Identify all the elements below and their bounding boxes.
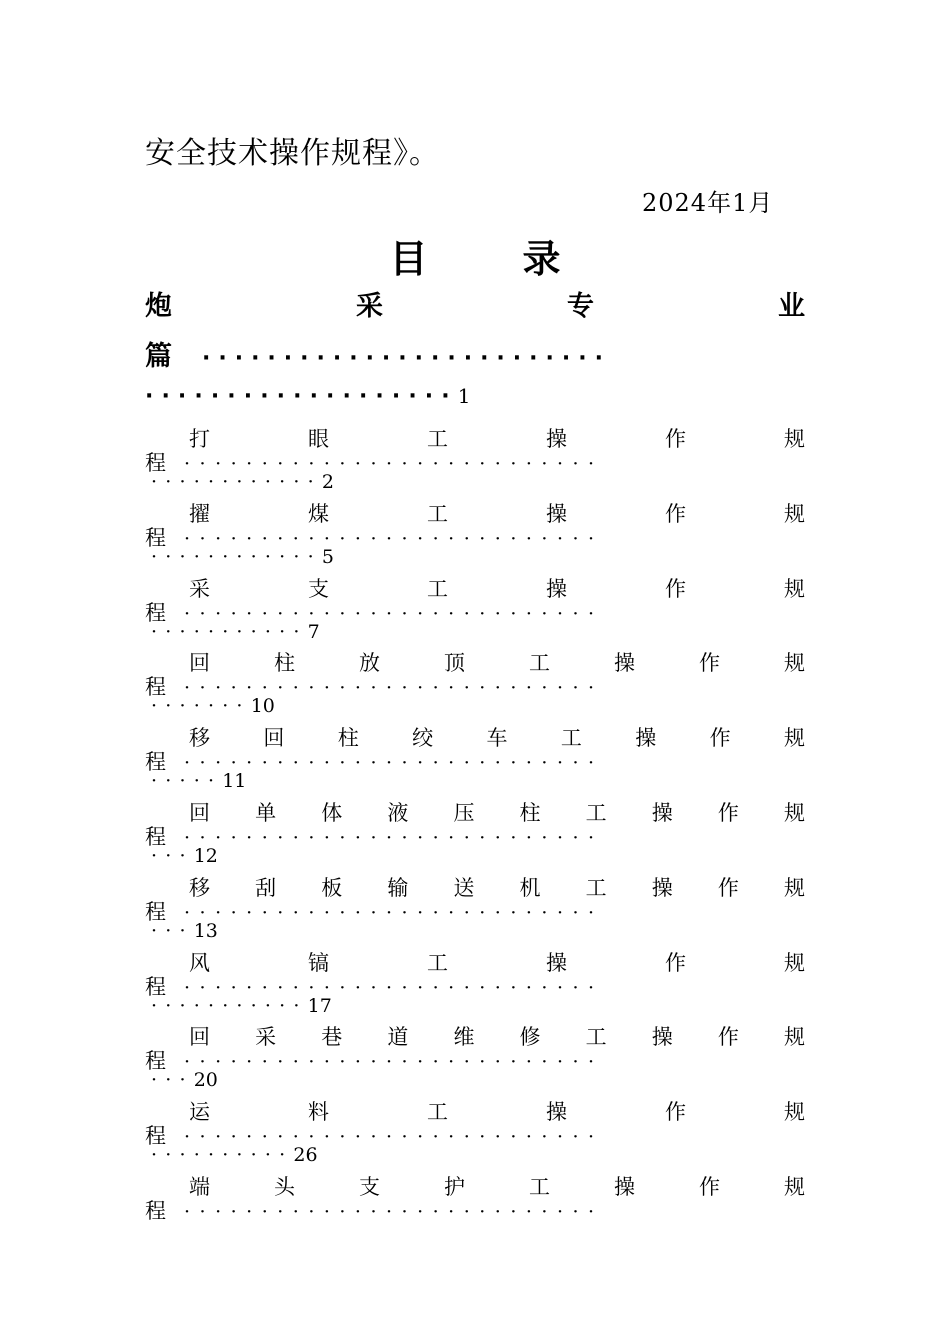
toc-entry-title-char: 作 <box>665 576 686 601</box>
toc-entry-title-char: 体 <box>321 801 343 825</box>
toc-entry-line2 <box>145 522 805 548</box>
page-number: 12 <box>193 845 218 867</box>
toc-entry-title-char: 作 <box>665 427 686 451</box>
leader-dots: ··········· <box>151 994 308 1017</box>
toc-entry-title-char: 单 <box>255 801 277 825</box>
toc-entry-end-char: 程 <box>145 750 166 775</box>
toc-entry-title-char: 柱 <box>337 726 359 751</box>
toc-entry-title-char: 车 <box>486 726 508 751</box>
leader-dots: ··················· <box>145 384 458 409</box>
page-number: 1 <box>457 384 471 408</box>
leader-dots: ··························· <box>184 1126 604 1149</box>
toc-entry-title-char: 采 <box>255 1025 277 1050</box>
toc-entry-end-char: 程 <box>145 974 166 999</box>
toc-entry-title-char: 作 <box>717 875 739 900</box>
leader-dots: ············ <box>151 545 322 568</box>
toc-section-heading-cont: 篇 ························· <box>145 334 805 373</box>
toc-entry-title-char: 操 <box>546 576 567 601</box>
toc-entry-page-line <box>151 471 334 493</box>
toc-entry-title-char: 工 <box>427 950 448 975</box>
toc-entry-title-char: 工 <box>585 875 607 900</box>
toc-entry[interactable] <box>145 1096 805 1171</box>
leader-dots: ··························· <box>184 976 604 999</box>
leader-dots: ······· <box>151 695 251 718</box>
toc-entry-title-char: 操 <box>546 1100 567 1125</box>
toc-section-heading: 炮 采 专 业 <box>145 291 805 322</box>
toc-entry-title-char: 操 <box>651 875 673 900</box>
toc-entry-title-char: 采 <box>189 576 210 601</box>
toc-entry-title-char: 规 <box>784 1175 805 1199</box>
toc-entry-title-char: 端 <box>189 1175 210 1199</box>
toc-entry-title-char: 作 <box>699 651 720 676</box>
toc-entry-title-char: 工 <box>427 501 448 526</box>
toc-entry-line2 <box>145 896 805 922</box>
toc-entry-title-char: 作 <box>665 950 686 975</box>
toc-entry-title-char: 作 <box>717 801 739 825</box>
toc-entry-title-char: 送 <box>453 875 475 900</box>
toc-entry-title-char: 护 <box>444 1175 465 1199</box>
toc-entry-page-line <box>151 920 218 942</box>
leader-dots: ··························· <box>184 602 604 625</box>
page-number: 10 <box>250 695 275 718</box>
toc-entry-title-char: 规 <box>784 427 805 451</box>
toc-entry-title-char: 支 <box>308 576 329 601</box>
toc-entry-title-char: 绞 <box>412 726 434 751</box>
toc-entry[interactable] <box>145 722 805 797</box>
toc-entry-title-char: 支 <box>359 1175 380 1199</box>
leader-dots: ··························· <box>184 827 604 849</box>
page-number: 13 <box>193 919 218 942</box>
toc-entry-title-char: 回 <box>189 801 210 825</box>
toc-entry-title-char: 规 <box>784 950 805 975</box>
toc-entry-line2 <box>145 447 805 473</box>
toc-title <box>0 228 950 283</box>
toc-entry-title-char: 操 <box>651 1025 673 1050</box>
toc-entry-end-char: 程 <box>145 600 166 625</box>
toc-entry-title-char: 回 <box>263 726 285 751</box>
toc-entry[interactable] <box>145 1171 805 1246</box>
toc-section-page-line <box>145 384 470 409</box>
page-number: 11 <box>222 770 247 793</box>
toc-entry[interactable] <box>145 423 805 498</box>
toc-entry-title-char: 头 <box>274 1175 295 1199</box>
page-number: 20 <box>193 1069 218 1092</box>
page-number: 7 <box>307 620 320 643</box>
toc-entry-title-char: 操 <box>614 651 635 676</box>
toc-entry-title-char: 操 <box>635 726 657 751</box>
toc-entry-line2 <box>145 597 805 623</box>
leader-dots: ··········· <box>151 620 308 643</box>
toc-entry-title-char: 放 <box>359 651 380 676</box>
toc-entry-title-char: 眼 <box>308 427 329 451</box>
leader-dots: ··· <box>151 1069 194 1092</box>
toc-entry-title-char: 巷 <box>321 1025 343 1050</box>
toc-entry-line2 <box>145 1045 805 1074</box>
toc-entry-page-line <box>151 995 332 1017</box>
toc-entry-title-char: 维 <box>453 1025 475 1050</box>
leader-dots: ··························· <box>184 901 604 924</box>
toc-entry-title-char: 操 <box>651 801 673 825</box>
leader-dots: ··· <box>151 845 194 867</box>
leader-dots: ············ <box>151 471 322 493</box>
toc-entry-line2 <box>145 671 805 700</box>
toc-entry-title-char: 工 <box>585 801 607 825</box>
toc-entry-line2 <box>145 971 805 997</box>
toc-entry-title-char: 规 <box>784 1100 805 1125</box>
toc-entry-title-char: 打 <box>189 427 210 451</box>
page-number: 2 <box>321 471 334 493</box>
toc-entry-title-char: 机 <box>519 875 541 900</box>
page-number: 5 <box>321 545 334 568</box>
toc-entry-title-char: 擢 <box>189 501 210 526</box>
toc-entry-title-char: 柱 <box>519 801 541 825</box>
toc-entry-title-char: 柱 <box>274 651 295 676</box>
toc-entry-end-char: 程 <box>145 675 166 700</box>
toc-entry-title-char: 作 <box>699 1175 720 1199</box>
toc-entry-end-char: 程 <box>145 899 166 924</box>
toc-entry-title-char: 板 <box>321 875 343 900</box>
toc-entry[interactable] <box>145 947 805 1022</box>
toc-entry-title-char: 工 <box>427 1100 448 1125</box>
toc-entry-line2 <box>145 1195 805 1221</box>
toc-entry-end-char: 程 <box>145 451 166 475</box>
toc-entry-title-char: 作 <box>665 1100 686 1125</box>
toc-entry-title-char: 料 <box>308 1100 329 1125</box>
toc-entry-end-char: 程 <box>145 525 166 550</box>
page-number: 26 <box>293 1144 318 1167</box>
toc-entry-title-char: 作 <box>717 1025 739 1050</box>
toc-entry-title-char: 工 <box>529 1175 550 1199</box>
toc-entry-title-char: 规 <box>784 726 805 751</box>
toc-entry-page-line <box>151 770 246 792</box>
toc-entry-page-line <box>151 1069 218 1091</box>
toc-entry-title-char: 操 <box>546 427 567 451</box>
toc-entry[interactable] <box>145 1021 805 1096</box>
toc-entry-title-char: 操 <box>546 501 567 526</box>
toc-entry-title-char: 道 <box>387 1025 409 1050</box>
toc-entry-title-char: 规 <box>784 501 805 526</box>
leader-dots: ··························· <box>184 527 604 550</box>
toc-entry-end-char: 程 <box>145 1199 166 1223</box>
toc-entry-title-char: 运 <box>189 1100 210 1125</box>
toc-entry-title-char: 刮 <box>255 875 277 900</box>
leader-dots: ··························· <box>184 752 604 775</box>
toc-entry-page-line <box>151 695 275 717</box>
toc-entry-page-line <box>151 546 334 568</box>
toc-entry-line2 <box>145 1120 805 1149</box>
toc-entry-title-char: 操 <box>546 950 567 975</box>
toc-entry-title-char: 压 <box>453 801 475 825</box>
toc-entry-title-char: 作 <box>709 726 731 751</box>
leader-dots: ··························· <box>184 1051 604 1074</box>
toc-entry-line2 <box>145 746 805 775</box>
toc-entry-end-char: 程 <box>145 1124 166 1149</box>
toc-entry-title-char: 工 <box>560 726 582 751</box>
toc-entry-title-char: 煤 <box>308 501 329 526</box>
leader-dots: ··························· <box>184 1201 604 1223</box>
leader-dots: ·········· <box>151 1144 294 1167</box>
toc-entry-title-char: 镐 <box>308 950 329 975</box>
toc-entry-title-char: 输 <box>387 875 409 900</box>
toc-entry-line2 <box>145 821 805 847</box>
intro-text: 安全技术操作规程》。 <box>145 136 440 171</box>
toc-entry-title-char: 回 <box>189 651 210 676</box>
toc-entry-end-char: 程 <box>145 1049 166 1074</box>
toc-entry-title-char: 规 <box>783 801 805 825</box>
toc-entry-page-line <box>151 1144 318 1166</box>
document-date: 2024年1月 <box>642 189 774 217</box>
leader-dots: ····· <box>151 770 223 793</box>
toc-entry-title-char: 工 <box>427 427 448 451</box>
toc-entry[interactable] <box>145 498 805 573</box>
toc-entry-title-char: 工 <box>529 651 550 676</box>
toc-entry-title-char: 操 <box>614 1175 635 1199</box>
toc-entry[interactable] <box>145 872 805 947</box>
toc-entry-title-char: 工 <box>427 576 448 601</box>
toc-entry[interactable] <box>145 647 805 722</box>
toc-entry-title-char: 规 <box>783 875 805 900</box>
toc-title-char: 目 <box>389 237 428 281</box>
toc-entry-title-char: 规 <box>784 576 805 601</box>
toc-entry-title-char: 规 <box>784 651 805 676</box>
leader-dots: ··························· <box>184 453 604 475</box>
toc-entry-page-line <box>151 621 320 643</box>
leader-dots: ··························· <box>184 677 604 700</box>
toc-entry-title-char: 规 <box>783 1025 805 1050</box>
leader-dots: ························· <box>202 346 611 371</box>
toc-entry-title-char: 移 <box>189 875 210 900</box>
toc-entry-title-char: 液 <box>387 801 409 825</box>
toc-entry-title-char: 回 <box>189 1025 210 1050</box>
toc-entry-title-char: 移 <box>189 726 210 751</box>
toc-entry-title-char: 作 <box>665 501 686 526</box>
toc-entry-title-char: 风 <box>189 950 210 975</box>
toc-entry-title-char: 工 <box>585 1025 607 1050</box>
toc-entry[interactable] <box>145 797 805 872</box>
toc-title-char: 录 <box>522 237 561 281</box>
toc-entry-page-line <box>151 845 218 867</box>
page-number: 17 <box>307 994 332 1017</box>
leader-dots: ··· <box>151 919 194 942</box>
toc-entry-end-char: 程 <box>145 825 166 849</box>
toc-entry-title-char: 修 <box>519 1025 541 1050</box>
toc-entry[interactable] <box>145 573 805 648</box>
toc-entry-title-char: 顶 <box>444 651 465 676</box>
